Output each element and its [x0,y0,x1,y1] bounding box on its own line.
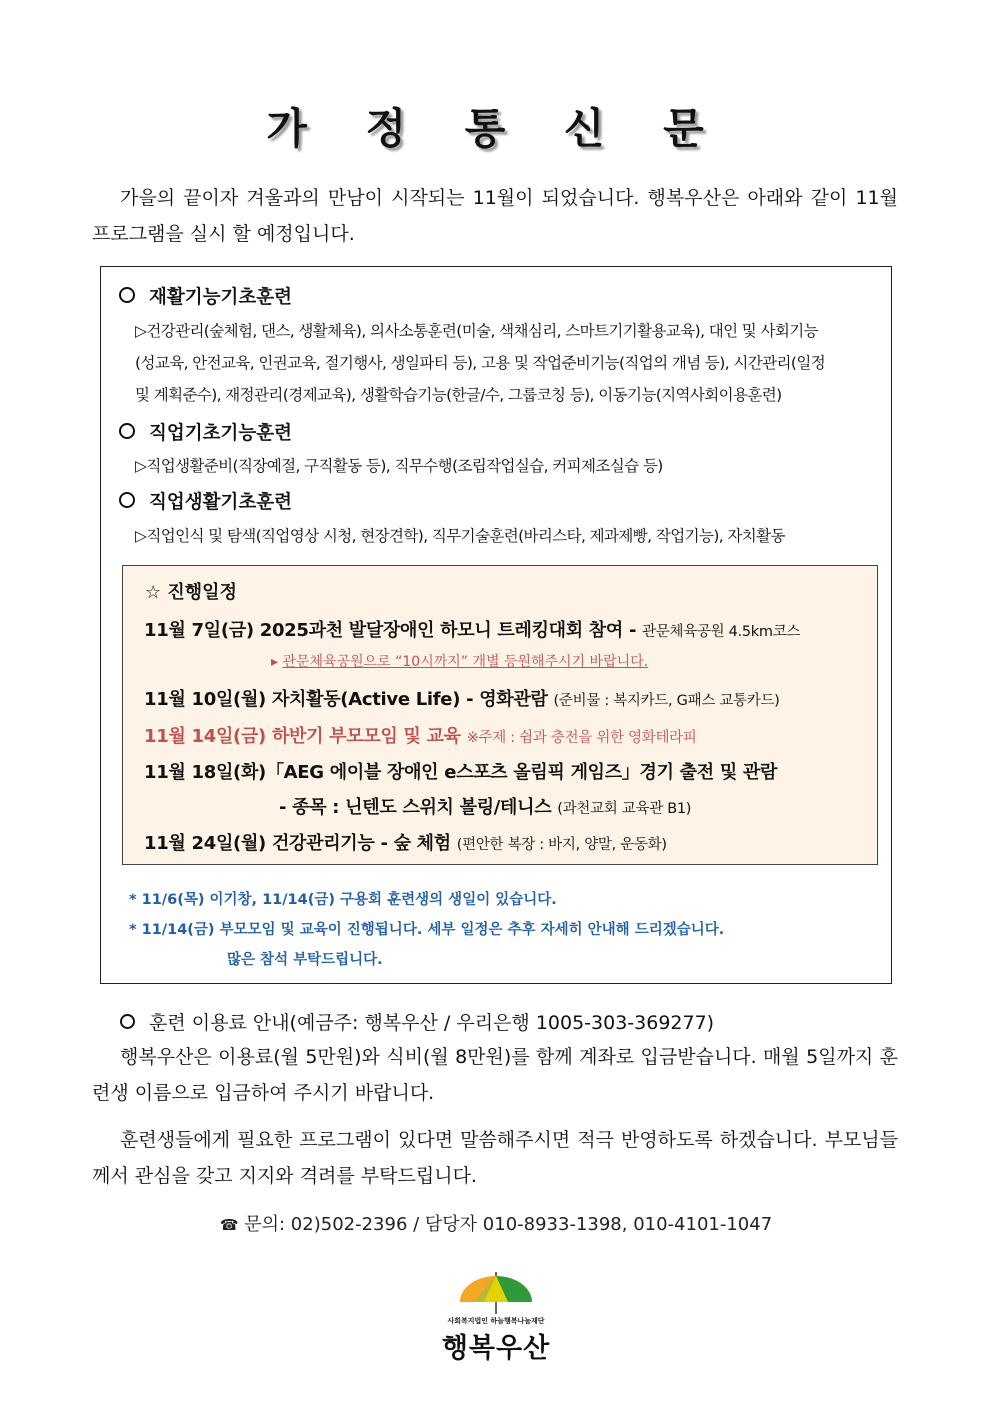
schedule-row: 11월 24일(월) 건강관리기능 - 숲 체험 (편안한 복장 : 바지, 양말, 운동화) [144,833,667,854]
section-heading: 재활기능기초훈련 [119,283,292,309]
umbrella-icon [416,1272,576,1318]
logo-name: 행복우산 [441,1333,551,1364]
schedule-row-sub: - 종목 : 닌텐도 스위치 볼링/테니스 (과천교회 교육관 B1) [279,797,692,818]
schedule-notice: ▸ 관문체육공원으로 “10시까지” 개별 등원해주시기 바랍니다. [271,654,649,670]
schedule-row: 11월 10일(월) 자치활동(Active Life) - 영화관람 (준비물 : 복지카드, G패스 교통카드) [144,689,780,710]
notice-line: * 11/14(금) 부모모임 및 교육이 진행됩니다. 세부 일정은 추후 자세히 안내해 드리겠습니다. [129,922,725,938]
notice-line: * 11/6(목) 이기창, 11/14(금) 구용회 훈련생의 생일이 있습니다. [129,892,557,908]
section-description: ▷건강관리(숲체험, 댄스, 생활체육), 의사소통훈련(미술, 색채심리, 스마트기기활용교육), 대인 및 사회기능 (성교육, 안전교육, 인권교육, 절기행사, 생일파티 등), 고용 및 작업준비기능(직업의 개념 등), 시간관리(일정 및 계획준수), 재정관리(경제교육), 생활학습기능(한글/수, 그룹코칭 등), 이동기능(지역사회이용훈련) [135,322,826,404]
closing-paragraph: 훈련생들에게 필요한 프로그램이 있다면 말씀해주시면 적극 반영하도록 하겠습니다. 부모님들께서 관심을 갖고 지지와 격려를 부탁드립니다. [92,1129,898,1187]
logo-subtitle: 사회복지법인 하늘행복나눔재단 [447,1317,545,1325]
circle-bullet-icon [120,1014,135,1029]
section-description: ▷직업인식 및 탐색(직업영상 시청, 현장견학), 직무기술훈련(바리스타, 제과제빵, 작업기능), 자치활동 [135,527,785,545]
contact-line: ☎ 문의: 02)502-2396 / 담당자 010-8933-1398, 010-4101-1047 [219,1214,773,1235]
schedule-row-highlight: 11월 14일(금) 하반기 부모모임 및 교육 ※주제 : 쉼과 충전을 위한 영화테라피 [144,726,697,747]
program-box [100,266,892,984]
circle-bullet-icon [119,423,135,439]
schedule-row: 11월 7일(금) 2025과천 발달장애인 하모니 트레킹대회 참여 - 관문체육공원 4.5km코스 [144,620,801,641]
section-heading: 직업기초기능훈련 [119,419,292,445]
notice-line: 많은 참석 부탁드립니다. [227,952,383,968]
section-heading: 직업생활기초훈련 [119,488,292,514]
section-description: ▷직업생활준비(직장예절, 구직활동 등), 직무수행(조립작업실습, 커피제조실습 등) [135,457,663,475]
circle-bullet-icon [119,287,135,303]
intro-paragraph: 가을의 끝이자 겨울과의 만남이 시작되는 11월이 되었습니다. 행복우산은 아래와 같이 11월 프로그램을 실시 할 예정입니다. [92,187,898,245]
schedule-box [122,565,878,865]
page-title: 가 정 통 신 문 [266,104,726,153]
fee-heading: 훈련 이용료 안내(예금주: 행복우산 / 우리은행 1005-303-369277) [120,1008,714,1035]
schedule-row: 11월 18일(화)「AEG 에이블 장애인 e스포츠 올림픽 게임즈」경기 출전 및 관람 [144,762,778,783]
schedule-heading: ☆ 진행일정 [145,582,237,603]
phone-icon: ☎ [219,1216,239,1234]
logo [416,1272,576,1372]
circle-bullet-icon [119,492,135,508]
fee-paragraph: 행복우산은 이용료(월 5만원)와 식비(월 8만원)를 함께 계좌로 입금받습니다. 매월 5일까지 훈련생 이름으로 입금하여 주시기 바랍니다. [92,1046,898,1104]
